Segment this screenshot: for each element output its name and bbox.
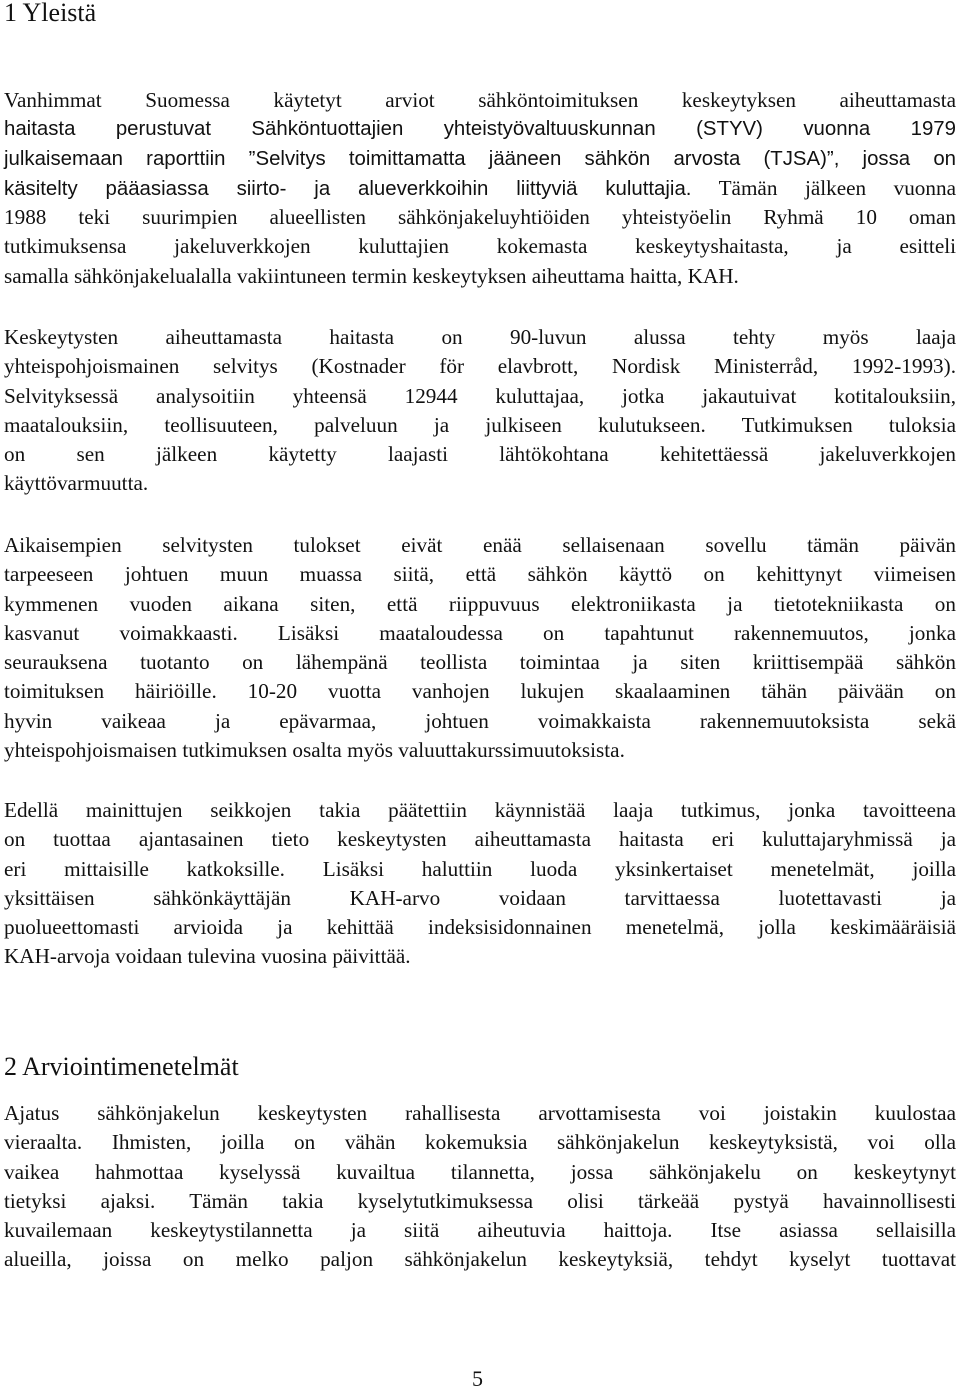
text-line: toimituksen häiriöille. 10-20 vuotta vanhojen lukujen skaalaaminen tähän päivään on: [4, 679, 956, 704]
text-line: samalla sähkönjakelualalla vakiintuneen termin keskeytyksen aiheuttama haitta, KAH.: [4, 263, 739, 288]
text-line: eri mittaisille katkoksille. Lisäksi haluttiin luoda yksinkertaiset menetelmät, joilla: [4, 856, 956, 881]
text-line: Selvityksessä analysoitiin yhteensä 12944 kuluttajaa, jotka jakautuivat kotitalouksiin,: [4, 383, 956, 408]
text-line: vaikea hahmottaa kyselyssä kuvailtua tilannetta, jossa sähkönjakelu on keskeytynyt: [4, 1159, 956, 1184]
text-line: tutkimuksensa jakeluverkkojen kuluttajien kokemasta keskeytyshaitasta, ja esitteli: [4, 234, 956, 259]
text-line: kymmenen vuoden aikana siten, että riippuvuus elektroniikasta ja tietotekniikasta on: [4, 591, 956, 616]
text-line: tietyksi ajaksi. Tämän takia kyselytutkimuksessa olisi tärkeää pystyä havainnollisesti: [4, 1188, 956, 1213]
section-heading-1: 1 Yleistä: [4, 0, 97, 27]
text-line: puolueettomasti arvioida ja kehittää indeksisidonnainen menetelmä, jolla keskimääräisiä: [4, 915, 956, 940]
text-line: Edellä mainittujen seikkojen takia päätettiin käynnistää laaja tutkimus, jonka tavoitteena: [4, 798, 956, 822]
paragraph-3: [4, 531, 956, 765]
text-fragment: käsitelty pääasiassa siirto- ja alueverkkoihin liittyviä kuluttajia.: [4, 177, 692, 200]
text-line: hyvin vaikeaa ja epävarmaa, johtuen voimakkaista rakennemuutoksista sekä: [4, 708, 956, 733]
text-line: seurauksena tuotanto on lähempänä teollista toimintaa ja siten kriittisempää sähkön: [4, 650, 956, 675]
paragraph-5: [4, 1099, 956, 1275]
text-line: julkaisemaan raporttiin ”Selvitys toimittamatta jääneen sähkön arvosta (TJSA)”, jossa on: [4, 147, 956, 170]
text-line: käyttövarmuutta.: [4, 471, 149, 496]
paragraph-2: [4, 323, 956, 499]
paragraph-4: [4, 796, 956, 972]
section-heading-2: 2 Arviointimenetelmät: [4, 1052, 239, 1081]
text-line: Ajatus sähkönjakelun keskeytysten rahallisesta arvottamisesta voi joistakin kuulostaa: [4, 1101, 956, 1125]
text-line: 1988 teki suurimpien alueellisten sähkönjakeluyhtiöiden yhteistyöelin Ryhmä 10 oman: [4, 205, 956, 230]
page-number: 5: [472, 1366, 483, 1391]
text-line: yhteispohjoismaisen tutkimuksen osalta myös valuuttakurssimuutoksista.: [4, 738, 625, 763]
text-line: yhteispohjoismainen selvitys (Kostnader för elavbrott, Nordisk Ministerråd, 1992-1993).: [4, 354, 956, 379]
text-line: Vanhimmat Suomessa käytetyt arviot sähköntoimituksen keskeytyksen aiheuttamasta: [4, 88, 956, 112]
text-line: alueilla, joissa on melko paljon sähkönjakelun keskeytyksiä, tehdyt kyselyt tuottavat: [4, 1247, 956, 1272]
text-line: yksittäisen sähkönkäyttäjän KAH-arvo voidaan tarvittaessa luotettavasti ja: [4, 885, 956, 910]
text-line: on sen jälkeen käytetty laajasti lähtökohtana kehitettäessä jakeluverkkojen: [4, 442, 956, 467]
text-line: haitasta perustuvat Sähköntuottajien yhteistyövaltuuskunnan (STYV) vuonna 1979: [4, 118, 956, 141]
text-line: kuvailemaan keskeytystilannetta ja siitä aiheutuvia haittoja. Itse asiassa sellaisilla: [4, 1218, 956, 1243]
text-fragment: Tämän jälkeen vuonna: [718, 175, 956, 200]
text-line: KAH-arvoja voidaan tulevina vuosina päivittää.: [4, 944, 411, 969]
paragraph-1: [4, 86, 956, 291]
text-line: on tuottaa ajantasainen tieto keskeytysten aiheuttamasta haitasta eri kuluttajaryhmissä ja: [4, 827, 956, 852]
text-line: Keskeytysten aiheuttamasta haitasta on 90-luvun alussa tehty myös laaja: [4, 325, 956, 349]
text-line: Aikaisempien selvitysten tulokset eivät enää sellaisenaan sovellu tämän päivän: [4, 533, 956, 557]
text-line: tarpeeseen johtuen muun muassa siitä, että sähkön käyttö on kehittynyt viimeisen: [4, 562, 956, 587]
text-line: kasvanut voimakkaasti. Lisäksi maataloudessa on tapahtunut rakennemuutos, jonka: [4, 620, 956, 645]
text-line: [4, 174, 956, 203]
text-line: vieraalta. Ihmisten, joilla on vähän kokemuksia sähkönjakelun keskeytyksistä, voi olla: [4, 1130, 956, 1155]
text-line: maatalouksiin, teollisuuteen, palveluun ja julkiseen kulutukseen. Tutkimuksen tuloksia: [4, 412, 956, 437]
